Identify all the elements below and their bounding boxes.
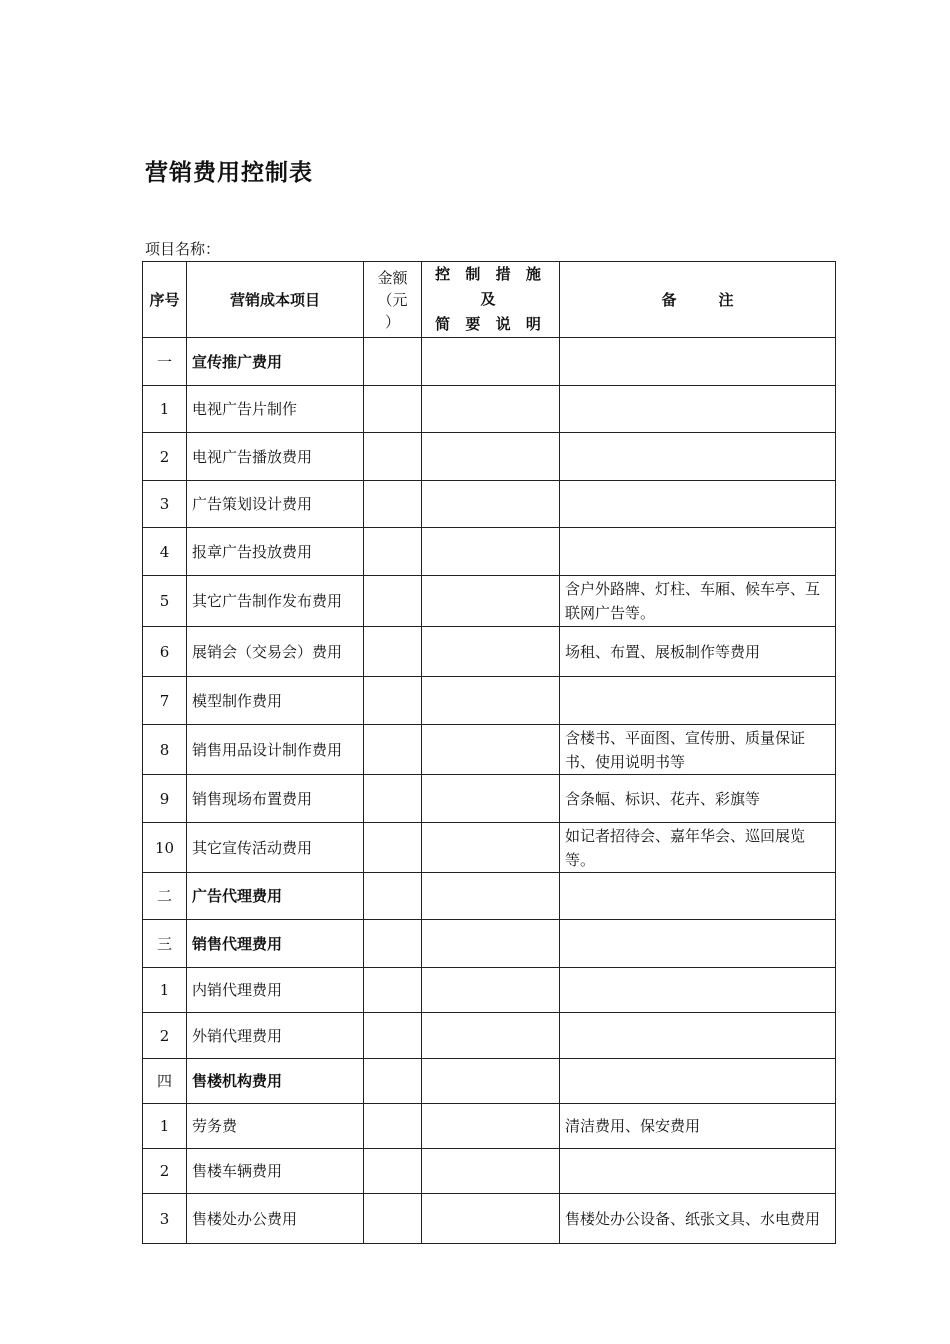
table-row bbox=[143, 386, 836, 433]
row-no: 二 bbox=[143, 873, 187, 920]
row-no: 3 bbox=[143, 481, 187, 528]
row-item: 宣传推广费用 bbox=[187, 338, 364, 386]
row-no: 6 bbox=[143, 627, 187, 677]
cost-control-table bbox=[142, 261, 836, 1244]
row-no: 5 bbox=[143, 576, 187, 627]
row-measures[interactable] bbox=[422, 576, 560, 627]
row-remark: 含楼书、平面图、宣传册、质量保证书、使用说明书等 bbox=[560, 725, 836, 775]
row-measures[interactable] bbox=[422, 823, 560, 873]
row-remark bbox=[560, 968, 836, 1013]
row-item: 销售现场布置费用 bbox=[187, 775, 364, 823]
table-row bbox=[143, 433, 836, 481]
table-row bbox=[143, 576, 836, 627]
row-amount[interactable] bbox=[364, 528, 422, 576]
header-remarks-a: 备 bbox=[661, 290, 677, 309]
row-amount[interactable] bbox=[364, 1104, 422, 1149]
row-no: 4 bbox=[143, 528, 187, 576]
row-item: 电视广告播放费用 bbox=[187, 433, 364, 481]
row-remark: 含户外路牌、灯柱、车厢、候车亭、互联网广告等。 bbox=[560, 576, 836, 627]
row-no: 2 bbox=[143, 433, 187, 481]
row-amount[interactable] bbox=[364, 338, 422, 386]
row-measures[interactable] bbox=[422, 338, 560, 386]
row-amount[interactable] bbox=[364, 873, 422, 920]
row-amount[interactable] bbox=[364, 576, 422, 627]
row-item: 售楼处办公费用 bbox=[187, 1194, 364, 1244]
row-remark: 含条幅、标识、花卉、彩旗等 bbox=[560, 775, 836, 823]
row-item: 劳务费 bbox=[187, 1104, 364, 1149]
row-measures[interactable] bbox=[422, 481, 560, 528]
row-measures[interactable] bbox=[422, 528, 560, 576]
header-amount-line1: 金额 bbox=[377, 268, 408, 287]
row-measures[interactable] bbox=[422, 386, 560, 433]
row-item: 电视广告片制作 bbox=[187, 386, 364, 433]
row-item: 售楼机构费用 bbox=[187, 1059, 364, 1104]
row-measures[interactable] bbox=[422, 1194, 560, 1244]
table-row bbox=[143, 920, 836, 968]
header-measures-line2: 简 要 说 明 bbox=[435, 315, 546, 333]
row-amount[interactable] bbox=[364, 1013, 422, 1059]
row-measures[interactable] bbox=[422, 775, 560, 823]
row-no: 三 bbox=[143, 920, 187, 968]
row-amount[interactable] bbox=[364, 481, 422, 528]
row-amount[interactable] bbox=[364, 1149, 422, 1194]
row-measures[interactable] bbox=[422, 1104, 560, 1149]
row-amount[interactable] bbox=[364, 1059, 422, 1104]
row-remark bbox=[560, 433, 836, 481]
row-measures[interactable] bbox=[422, 968, 560, 1013]
header-remarks-b: 注 bbox=[718, 290, 734, 309]
row-no: 3 bbox=[143, 1194, 187, 1244]
header-remarks bbox=[560, 262, 836, 338]
table-row bbox=[143, 873, 836, 920]
table-row bbox=[143, 1194, 836, 1244]
row-item: 广告代理费用 bbox=[187, 873, 364, 920]
row-remark: 如记者招待会、嘉年华会、巡回展览等。 bbox=[560, 823, 836, 873]
row-amount[interactable] bbox=[364, 823, 422, 873]
row-measures[interactable] bbox=[422, 725, 560, 775]
row-no: 2 bbox=[143, 1013, 187, 1059]
table-row bbox=[143, 775, 836, 823]
row-measures[interactable] bbox=[422, 1059, 560, 1104]
row-item: 报章广告投放费用 bbox=[187, 528, 364, 576]
header-item: 营销成本项目 bbox=[187, 262, 364, 338]
row-remark bbox=[560, 873, 836, 920]
row-amount[interactable] bbox=[364, 677, 422, 725]
table-row bbox=[143, 677, 836, 725]
table-row bbox=[143, 627, 836, 677]
row-amount[interactable] bbox=[364, 968, 422, 1013]
row-remark bbox=[560, 1149, 836, 1194]
header-measures bbox=[422, 262, 560, 338]
row-amount[interactable] bbox=[364, 920, 422, 968]
row-remark bbox=[560, 677, 836, 725]
row-remark: 清洁费用、保安费用 bbox=[560, 1104, 836, 1149]
page-title: 营销费用控制表 bbox=[145, 160, 313, 186]
table-row bbox=[143, 1149, 836, 1194]
row-measures[interactable] bbox=[422, 627, 560, 677]
row-amount[interactable] bbox=[364, 775, 422, 823]
row-item: 其它宣传活动费用 bbox=[187, 823, 364, 873]
row-measures[interactable] bbox=[422, 873, 560, 920]
row-item: 内销代理费用 bbox=[187, 968, 364, 1013]
header-amount bbox=[364, 262, 422, 338]
row-no: 7 bbox=[143, 677, 187, 725]
row-measures[interactable] bbox=[422, 1013, 560, 1059]
row-item: 售楼车辆费用 bbox=[187, 1149, 364, 1194]
row-remark bbox=[560, 528, 836, 576]
row-remark bbox=[560, 920, 836, 968]
row-item: 模型制作费用 bbox=[187, 677, 364, 725]
row-amount[interactable] bbox=[364, 1194, 422, 1244]
table-row bbox=[143, 338, 836, 386]
table-row bbox=[143, 481, 836, 528]
row-no: 8 bbox=[143, 725, 187, 775]
row-no: 2 bbox=[143, 1149, 187, 1194]
row-remark bbox=[560, 1013, 836, 1059]
row-item: 其它广告制作发布费用 bbox=[187, 576, 364, 627]
row-amount[interactable] bbox=[364, 433, 422, 481]
row-no: 9 bbox=[143, 775, 187, 823]
row-measures[interactable] bbox=[422, 920, 560, 968]
row-measures[interactable] bbox=[422, 1149, 560, 1194]
row-no: 四 bbox=[143, 1059, 187, 1104]
row-amount[interactable] bbox=[364, 627, 422, 677]
header-amount-line2: （元 bbox=[377, 290, 408, 309]
row-remark bbox=[560, 338, 836, 386]
project-name-label: 项目名称： bbox=[145, 240, 221, 258]
table-header-row bbox=[143, 262, 836, 338]
row-remark: 场租、布置、展板制作等费用 bbox=[560, 627, 836, 677]
row-item: 销售代理费用 bbox=[187, 920, 364, 968]
row-no: 一 bbox=[143, 338, 187, 386]
row-no: 1 bbox=[143, 386, 187, 433]
table-row bbox=[143, 1059, 836, 1104]
row-item: 广告策划设计费用 bbox=[187, 481, 364, 528]
row-remark: 售楼处办公设备、纸张文具、水电费用 bbox=[560, 1194, 836, 1244]
row-remark bbox=[560, 481, 836, 528]
row-amount[interactable] bbox=[364, 725, 422, 775]
row-no: 1 bbox=[143, 1104, 187, 1149]
row-no: 10 bbox=[143, 823, 187, 873]
table-row bbox=[143, 1013, 836, 1059]
table-row bbox=[143, 968, 836, 1013]
row-remark bbox=[560, 1059, 836, 1104]
row-item: 外销代理费用 bbox=[187, 1013, 364, 1059]
row-measures[interactable] bbox=[422, 677, 560, 725]
row-item: 展销会（交易会）费用 bbox=[187, 627, 364, 677]
row-item: 销售用品设计制作费用 bbox=[187, 725, 364, 775]
row-remark bbox=[560, 386, 836, 433]
table-row bbox=[143, 1104, 836, 1149]
row-measures[interactable] bbox=[422, 433, 560, 481]
header-measures-line1: 控 制 措 施 及 bbox=[435, 265, 546, 308]
table-row bbox=[143, 823, 836, 873]
table-row bbox=[143, 528, 836, 576]
table-row bbox=[143, 725, 836, 775]
row-no: 1 bbox=[143, 968, 187, 1013]
header-no: 序号 bbox=[143, 262, 187, 338]
header-amount-line3: ） bbox=[384, 312, 400, 331]
row-amount[interactable] bbox=[364, 386, 422, 433]
